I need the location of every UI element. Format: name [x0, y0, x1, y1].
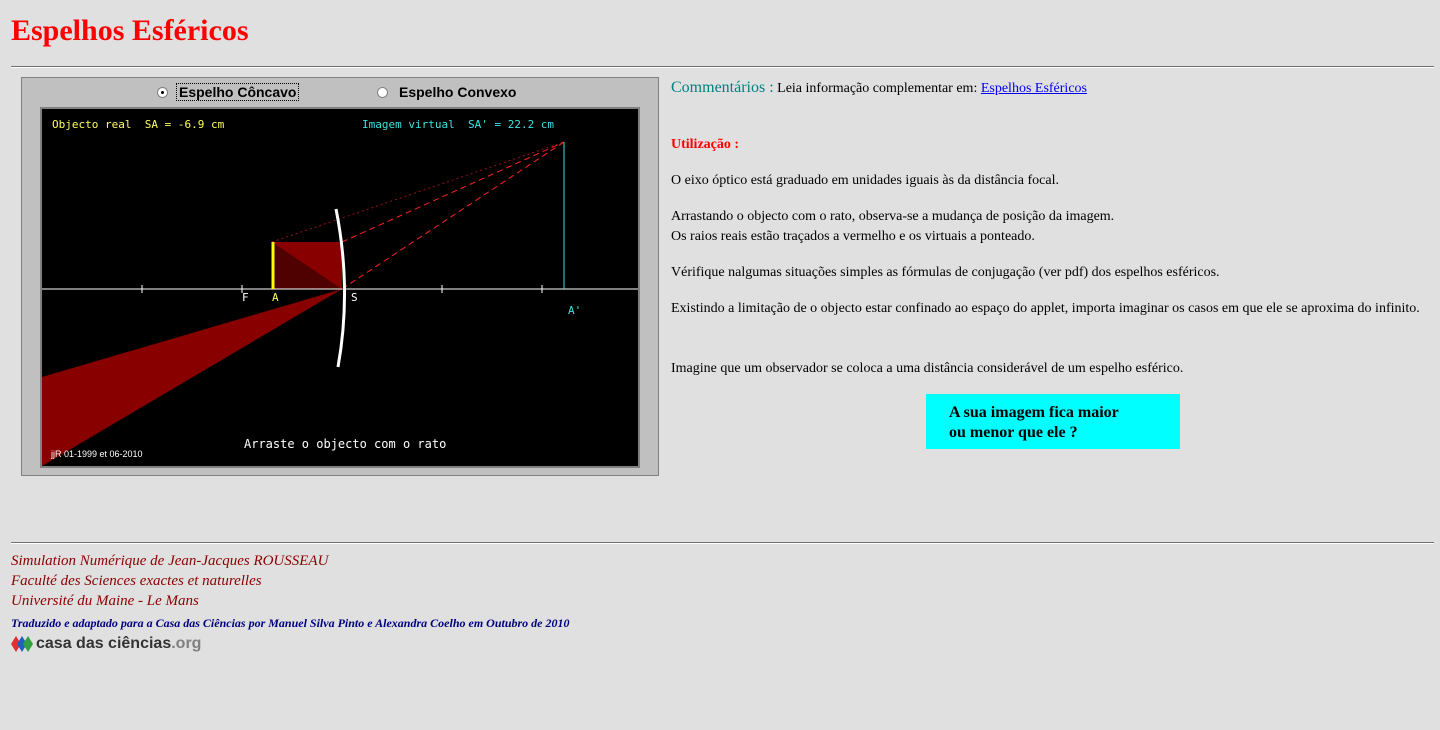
- concave-option-label[interactable]: Espelho Côncavo: [179, 84, 297, 100]
- object-readout: Objecto real SA = -6.9 cm: [52, 118, 225, 131]
- radio-unselected-icon[interactable]: [377, 87, 388, 98]
- beam-wedge: [272, 242, 342, 289]
- convex-option-label[interactable]: Espelho Convexo: [399, 84, 517, 100]
- usage-heading: Utilização :: [671, 137, 740, 152]
- logo-org: .org: [171, 635, 202, 652]
- question-box: [926, 394, 1180, 449]
- image-readout: Imagem virtual SA' = 22.2 cm: [362, 118, 555, 131]
- usage-paragraph: [671, 207, 1431, 247]
- focus-label: F: [242, 291, 249, 304]
- question-line: ou menor que ele ?: [949, 424, 1078, 441]
- convex-mirror-option[interactable]: [377, 83, 518, 101]
- radio-selected-icon[interactable]: [157, 87, 168, 98]
- top-divider: [11, 66, 1434, 68]
- comment-line: [671, 78, 1431, 99]
- usage-line: Arrastando o objecto com o rato, observa-se a mudança de posição da imagem.: [671, 209, 1115, 224]
- mirror-applet[interactable]: [21, 77, 659, 476]
- logo-text: casa das ciências: [36, 635, 172, 652]
- simulation-canvas[interactable]: [40, 107, 640, 468]
- virtual-ray-1: [342, 142, 564, 242]
- casa-das-ciencias-logo[interactable]: [11, 634, 201, 654]
- usage-paragraph: Imagine que um observador se coloca a uma distância considerável de um espelho esférico.: [671, 361, 1184, 376]
- comment-text: Leia informação complementar em:: [777, 81, 978, 96]
- usage-paragraph: O eixo óptico está graduado em unidades iguais às da distância focal.: [671, 173, 1059, 188]
- applet-credit: jjR 01-1999 et 06-2010: [51, 449, 143, 459]
- bottom-divider: [11, 542, 1434, 544]
- virtual-ray-2: [342, 142, 564, 289]
- footer-author: Simulation Numérique de Jean-Jacques ROUSSEAU: [11, 553, 329, 569]
- usage-paragraph: Existindo a limitação de o objecto estar confinado ao espaço do applet, importa imaginar os casos em que ele se aproxima do infinito.: [671, 301, 1420, 316]
- image-label: A': [568, 304, 582, 317]
- object-label: A: [272, 291, 279, 304]
- footer-university: Université du Maine - Le Mans: [11, 593, 199, 609]
- concave-mirror-option[interactable]: [157, 83, 298, 101]
- usage-line: Os raios reais estão traçados a vermelho e os virtuais a ponteado.: [671, 229, 1035, 244]
- optics-diagram: [42, 109, 638, 466]
- comment-label: Commentários :: [671, 79, 774, 96]
- vertex-label: S: [351, 291, 358, 304]
- usage-paragraph: Vérifique nalgumas situações simples as fórmulas de conjugação (ver pdf) dos espelhos esféricos.: [671, 265, 1220, 280]
- question-line: A sua imagem fica maior: [949, 404, 1119, 421]
- page-title: Espelhos Esféricos: [11, 14, 249, 47]
- footer-translation: Traduzido e adaptado para a Casa das Ciências por Manuel Silva Pinto e Alexandra Coelho em Outubro de 2010: [11, 616, 570, 630]
- virtual-ray-3: [272, 142, 564, 242]
- footer-faculty: Faculté des Sciences exactes et naturelles: [11, 573, 262, 589]
- logo-diamonds-icon: [11, 636, 33, 652]
- drag-hint: Arraste o objecto com o rato: [244, 437, 447, 451]
- info-link[interactable]: Espelhos Esféricos: [980, 81, 1087, 96]
